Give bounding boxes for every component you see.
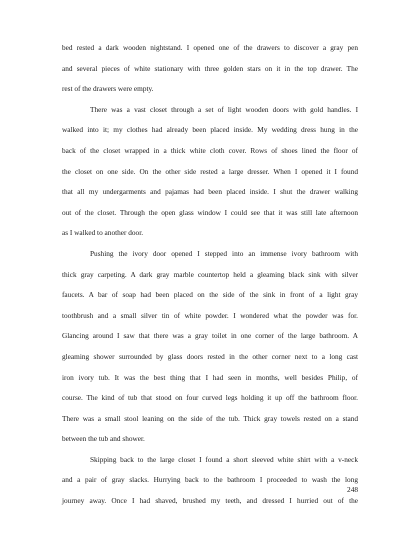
page-number: 248 <box>347 485 358 494</box>
text-line: and several pieces of white stationary with three golden stars on it in the top drawer. The <box>62 63 358 73</box>
text-line: that all my undergarments and pajamas had been placed inside. I shut the drawer walking <box>62 187 358 197</box>
text-line: There was a vast closet through a set of light wooden doors with gold handles. I <box>90 104 358 114</box>
text-line: rest of the drawers were empty. <box>62 84 154 94</box>
text-line: thick gray carpeting. A dark gray marble countertop held a gleaming black sink with silver <box>62 269 358 279</box>
text-line: course. The kind of tub that stood on four curved legs holding it up off the bathroom floor. <box>62 393 358 403</box>
text-line: between the tub and shower. <box>62 434 145 444</box>
text-line: Skipping back to the large closet I found a short sleeved white shirt with a v-neck <box>90 454 358 464</box>
text-line: back of the closet wrapped in a thick white cloth cover. Rows of shoes lined the floor of <box>62 145 358 155</box>
text-line: journey away. Once I had shaved, brushed my teeth, and dressed I hurried out of the <box>62 496 358 506</box>
text-line: There was a small stool leaning on the side of the tub. Thick gray towels rested on a stand <box>62 413 358 423</box>
text-line: out of the closet. Through the open glass window I could see that it was still late afternoon <box>62 207 358 217</box>
text-line: gleaming shower surrounded by glass doors rested in the other corner next to a long cast <box>62 351 358 361</box>
text-line: as I walked to another door. <box>62 228 144 238</box>
text-line: Glancing around I saw that there was a gray toilet in one corner of the large bathroom. A <box>62 331 358 341</box>
text-line: the closet on one side. On the other side rested a large dresser. When I opened it I found <box>62 166 358 176</box>
text-line: Pushing the ivory door opened I stepped into an immense ivory bathroom with <box>90 248 358 258</box>
body-text <box>62 38 358 512</box>
text-line: bed rested a dark wooden nightstand. I opened one of the drawers to discover a gray pen <box>62 43 358 52</box>
text-line: faucets. A bar of soap had been placed on the side of the sink in front of a light gray <box>62 290 358 300</box>
text-line: toothbrush and a small silver tin of white powder. I wondered what the powder was for. <box>62 310 358 320</box>
text-line: iron ivory tub. It was the best thing that I had seen in months, well besides Philip, of <box>62 372 358 382</box>
text-line: and a pair of gray slacks. Hurrying back to the bathroom I proceeded to wash the long <box>62 475 358 485</box>
text-line: walked into it; my clothes had already been placed inside. My wedding dress hung in the <box>62 125 358 135</box>
